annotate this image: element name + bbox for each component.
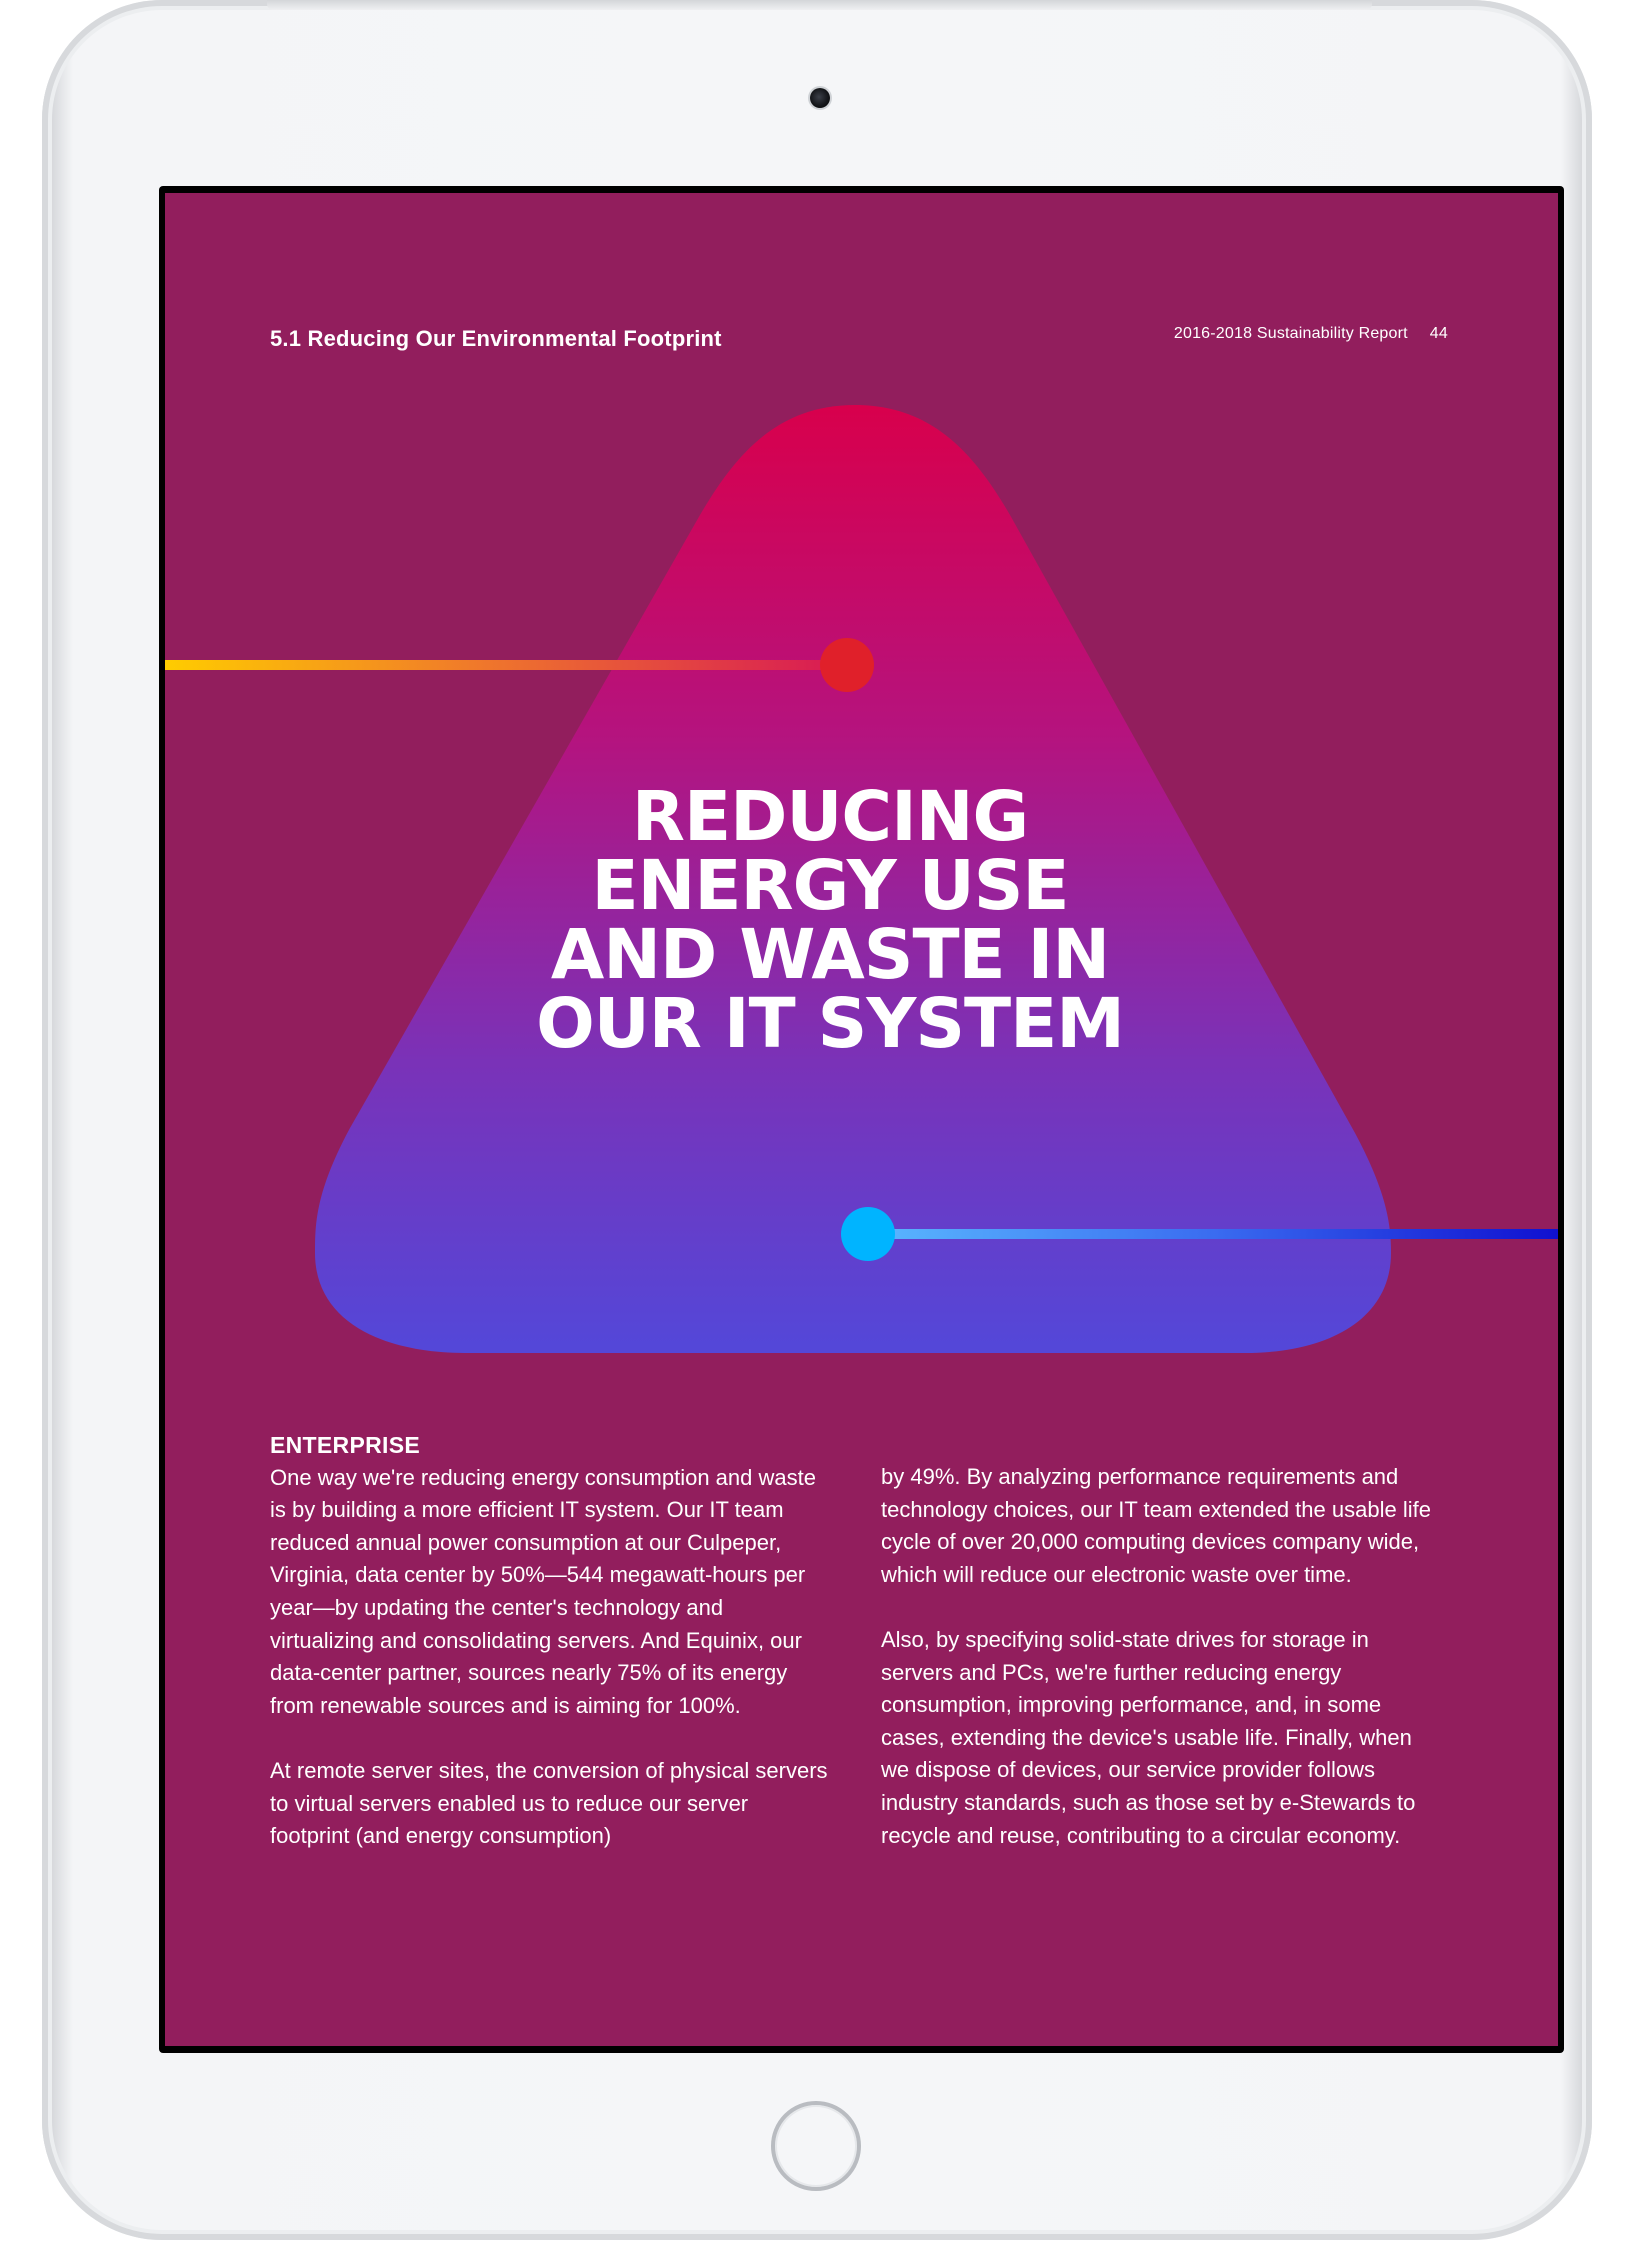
title-line: OUR IT SYSTEM <box>536 984 1124 1064</box>
title-line: AND WASTE IN <box>550 915 1110 995</box>
cool-line <box>868 1229 1558 1239</box>
report-page <box>165 193 1558 2046</box>
paragraph: by 49%. By analyzing performance requirements and technology choices, our IT team extended the usable life cycle of over 20,000 computing devices company wide, which will reduce our electronic waste over time. <box>881 1464 1431 1587</box>
title-line: ENERGY USE <box>591 846 1069 926</box>
tablet-top-edge <box>267 0 1372 10</box>
section-label: ENTERPRISE <box>270 1432 420 1458</box>
warm-dot <box>820 638 874 692</box>
section-heading: 5.1 Reducing Our Environmental Footprint <box>270 326 722 351</box>
article-column-right <box>881 1461 1441 1852</box>
article-column-left <box>270 1429 830 1853</box>
cool-dot <box>841 1207 895 1261</box>
warm-line <box>165 660 847 670</box>
front-camera <box>810 88 830 108</box>
paragraph: At remote server sites, the conversion of physical servers to virtual servers enabled us to reduce our server footprint (and energy consumption) <box>270 1757 828 1849</box>
tablet-frame <box>42 0 1592 2240</box>
home-button[interactable] <box>771 2101 861 2191</box>
tablet-screen <box>159 186 1564 2053</box>
title-line: REDUCING <box>631 777 1029 857</box>
page-number: 44 <box>1429 325 1448 342</box>
paragraph: One way we're reducing energy consumption and waste is by building a more efficient IT system. Our IT team reduced annual power consumption at our Culpeper, Virginia, data center by 50%—544 megawatt-hours per year—by updating the center's technology and virtualizing and consolidating servers. And Equinix, our data-center partner, sources nearly 75% of its energy from renewable sources and is aiming for 100%. <box>270 1464 816 1718</box>
page-title <box>525 777 1135 1064</box>
report-title: 2016-2018 Sustainability Report <box>1173 325 1408 342</box>
paragraph: Also, by specifying solid-state drives for storage in servers and PCs, we're further reducing energy consumption, improving performance, and, in some cases, extending the device's usable life. Finally, when we dispose of devices, our service provider follows industry standards, such as those set by e-Stewards to recycle and reuse, contributing to a circular economy. <box>881 1626 1416 1848</box>
